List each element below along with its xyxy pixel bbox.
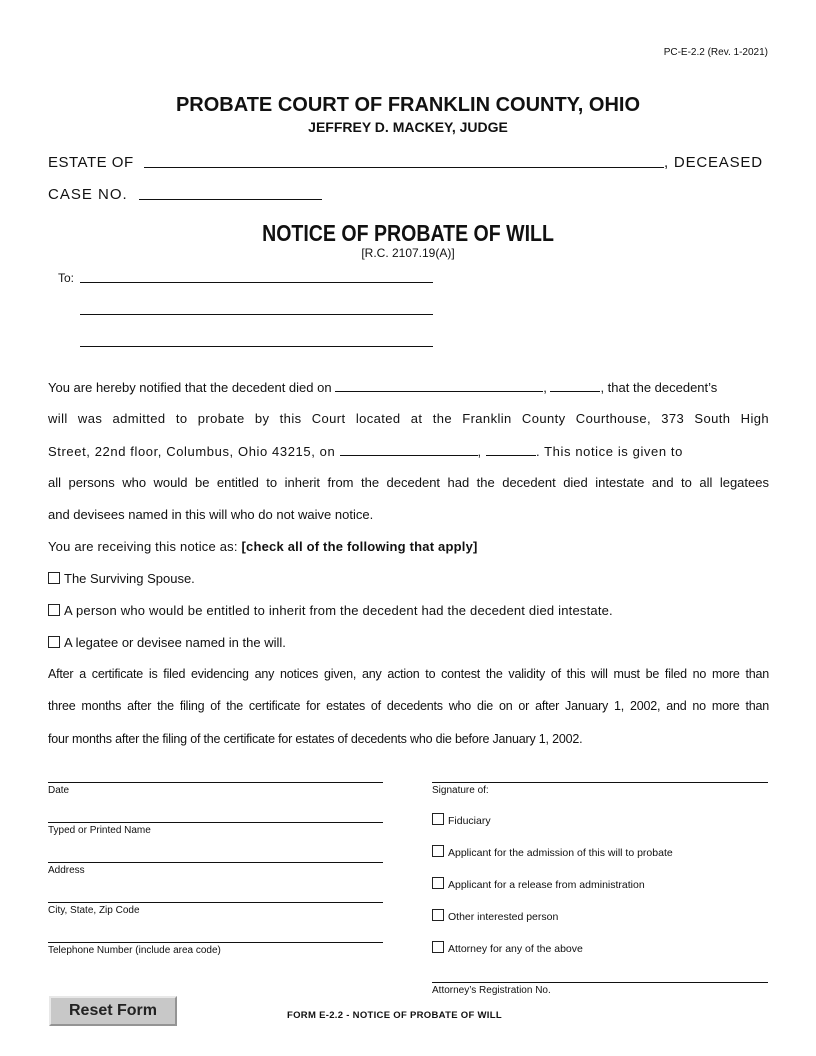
para2-line3: four months after the filing of the certificate for estates of decedents who die before January 1, 2002.: [48, 732, 583, 746]
statute-ref: [R.C. 2107.19(A)]: [361, 246, 455, 260]
checkbox[interactable]: [432, 845, 444, 857]
deceased-label: , DECEASED: [664, 154, 763, 171]
case-no-label: CASE NO.: [48, 186, 128, 203]
death-year-field[interactable]: [550, 379, 600, 392]
instruction: [check all of the following that apply]: [241, 539, 478, 554]
text: , that the decedent’s: [600, 380, 718, 395]
para1-line5: and devisees named in this will who do not waive notice.: [48, 507, 374, 522]
name-field[interactable]: [48, 822, 383, 823]
option-label: A legatee or devisee named in the will.: [64, 635, 286, 650]
recipient-line-1[interactable]: [80, 282, 433, 283]
address-field[interactable]: [48, 862, 383, 863]
checkbox[interactable]: [432, 909, 444, 921]
case-no-field[interactable]: [139, 199, 322, 200]
city-state-zip-field[interactable]: [48, 902, 383, 903]
attorney-reg-field[interactable]: [432, 982, 768, 983]
reset-form-button[interactable]: Reset Form: [49, 996, 177, 1026]
signer-applicant-admission: [432, 845, 673, 859]
text: You are hereby notified that the decedent died on: [48, 380, 332, 395]
option-surviving-spouse: [48, 571, 195, 586]
text: Street, 22nd floor, Columbus, Ohio 43215, on: [48, 444, 336, 459]
option-label: A person who would be entitled to inherit from the decedent had the decedent died intestate.: [64, 603, 613, 618]
signer-other: [432, 909, 558, 923]
to-label: To:: [58, 271, 75, 285]
checkbox[interactable]: [432, 877, 444, 889]
estate-name-field[interactable]: [144, 167, 664, 168]
name-label: Typed or Printed Name: [48, 825, 151, 836]
para2-line2: three months after the filing of the certificate for estates of decedents who die on or after January 1, 2002, and no more than: [48, 699, 769, 713]
para1-line4: all persons who would be entitled to inherit from the decedent had the decedent died intestate and to all legatees: [48, 475, 769, 490]
checkbox[interactable]: [48, 636, 60, 648]
option-label: Applicant for a release from administration: [448, 879, 645, 891]
para2-line1: After a certificate is filed evidencing any notices given, any action to contest the validity of this will must be filed no more than: [48, 667, 769, 681]
signer-applicant-release: [432, 877, 645, 891]
city-state-zip-label: City, State, Zip Code: [48, 905, 140, 916]
text: You are receiving this notice as:: [48, 539, 242, 554]
text: ,: [477, 444, 482, 459]
receiving-line: [48, 539, 478, 554]
para1-line3: [48, 443, 683, 459]
signer-fiduciary: [432, 813, 491, 827]
death-date-field[interactable]: [335, 379, 543, 392]
checkbox[interactable]: [48, 572, 60, 584]
recipient-line-2[interactable]: [80, 314, 433, 315]
checkbox[interactable]: [432, 813, 444, 825]
probate-year-field[interactable]: [486, 443, 536, 456]
estate-of-label: ESTATE OF: [48, 154, 134, 171]
telephone-field[interactable]: [48, 942, 383, 943]
court-title: PROBATE COURT OF FRANKLIN COUNTY, OHIO: [175, 94, 641, 116]
address-label: Address: [48, 865, 85, 876]
signature-of-label: Signature of:: [432, 785, 489, 796]
checkbox[interactable]: [48, 604, 60, 616]
probate-date-field[interactable]: [340, 443, 478, 456]
judge-name: JEFFREY D. MACKEY, JUDGE: [308, 119, 508, 135]
date-label: Date: [48, 785, 70, 796]
option-label: Applicant for the admission of this will to probate: [448, 847, 673, 859]
option-heir: [48, 603, 613, 618]
text: ,: [543, 380, 547, 395]
text: . This notice is given to: [535, 444, 683, 459]
form-id: PC-E-2.2 (Rev. 1-2021): [663, 47, 768, 58]
para1-line1: [48, 379, 717, 395]
date-field[interactable]: [48, 782, 383, 783]
para1-line2: will was admitted to probate by this Court located at the Franklin County Courthouse, 373 South High: [48, 411, 769, 426]
recipient-line-3[interactable]: [80, 346, 433, 347]
notice-title: NOTICE OF PROBATE OF WILL: [262, 220, 554, 246]
attorney-reg-label: Attorney’s Registration No.: [432, 985, 551, 996]
form-footer: FORM E-2.2 - NOTICE OF PROBATE OF WILL: [287, 1010, 502, 1021]
option-label: Other interested person: [448, 911, 559, 923]
option-legatee: [48, 635, 286, 650]
option-label: The Surviving Spouse.: [64, 571, 195, 586]
telephone-label: Telephone Number (include area code): [48, 945, 221, 956]
signer-attorney: [432, 941, 583, 955]
signature-field[interactable]: [432, 782, 768, 783]
checkbox[interactable]: [432, 941, 444, 953]
option-label: Fiduciary: [448, 815, 491, 827]
option-label: Attorney for any of the above: [448, 943, 583, 955]
